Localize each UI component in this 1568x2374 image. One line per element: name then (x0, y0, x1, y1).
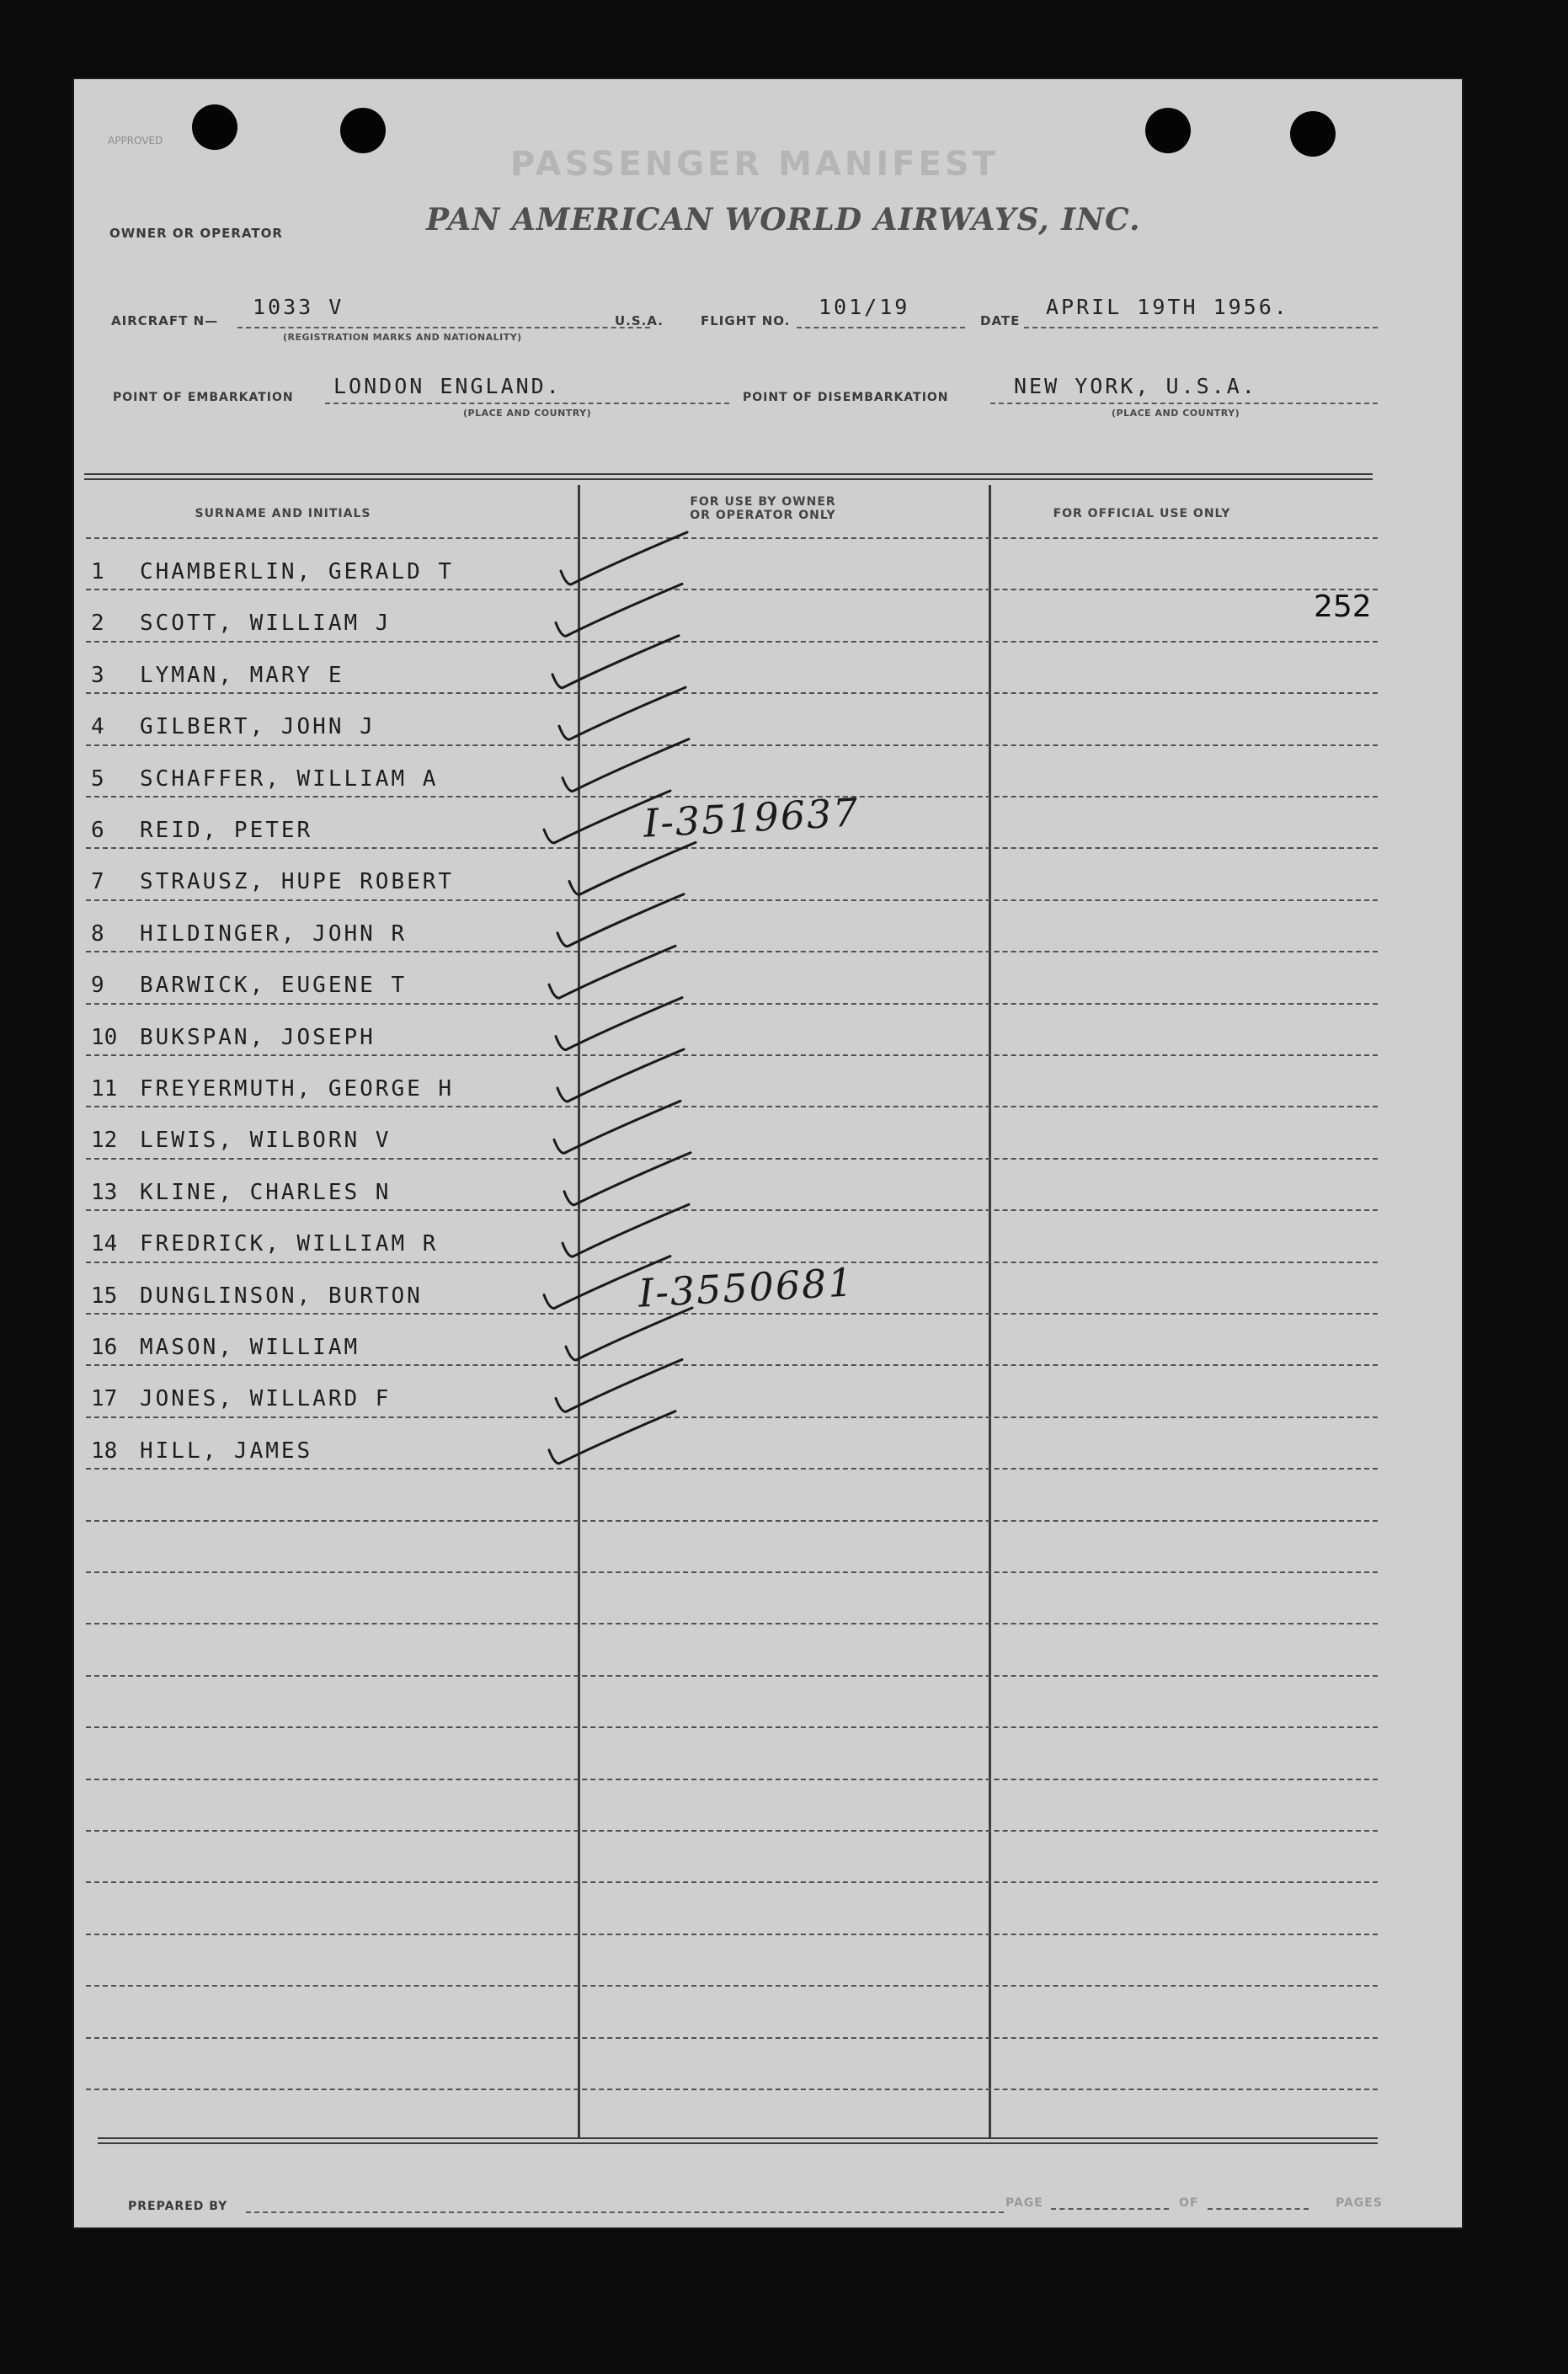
check-mark (557, 1049, 684, 1102)
form-title: PASSENGER MANIFEST (510, 145, 999, 184)
passenger-name: HILDINGER, JOHN R (140, 920, 408, 947)
passenger-name: REID, PETER (140, 818, 313, 843)
passenger-name: LYMAN, MARY E (140, 662, 344, 688)
check-mark (549, 1411, 675, 1464)
owner-column-header-1: FOR USE BY OWNER (690, 495, 836, 509)
row-number: 7 (91, 869, 104, 895)
passenger-name: BUKSPAN, JOSEPH (140, 1024, 376, 1050)
check-mark (561, 532, 687, 584)
check-marks (72, 77, 1464, 2229)
embark-value: LONDON ENGLAND. (333, 374, 562, 398)
row-number: 16 (91, 1335, 118, 1360)
passenger-name: GILBERT, JOHN J (140, 714, 376, 740)
passenger-name: SCOTT, WILLIAM J (140, 611, 392, 637)
row-number: 5 (91, 766, 104, 792)
owner-column-header-2: OR OPERATOR ONLY (690, 509, 836, 522)
row-number: 17 (91, 1386, 118, 1412)
embark-label: POINT OF EMBARKATION (113, 391, 294, 404)
disembark-value: NEW YORK, U.S.A. (1014, 374, 1257, 398)
approved-stub: APPROVED (108, 135, 163, 147)
check-mark (556, 584, 682, 636)
passenger-name: FREYERMUTH, GEORGE H (140, 1076, 455, 1102)
row-number: 1 (91, 559, 104, 584)
date-label: DATE (980, 313, 1021, 328)
check-mark (552, 636, 679, 688)
row-number: 4 (91, 714, 104, 740)
official-column-header: FOR OFFICIAL USE ONLY (1053, 507, 1231, 520)
disembark-label: POINT OF DISEMBARKATION (743, 391, 949, 404)
of-label: OF (1179, 2196, 1199, 2210)
check-mark (563, 739, 689, 792)
row-number: 15 (91, 1283, 118, 1309)
row-number: 12 (91, 1128, 118, 1154)
row-number: 8 (91, 920, 104, 947)
of-line (1208, 2208, 1309, 2210)
page-label: PAGE (1005, 2196, 1043, 2210)
handwritten-note-row6: I-3519637 (642, 789, 861, 846)
passenger-name: DUNGLINSON, BURTON (140, 1283, 423, 1309)
passenger-name: BARWICK, EUGENE T (140, 973, 408, 999)
registration-note: (REGISTRATION MARKS AND NATIONALITY) (283, 332, 522, 343)
check-mark (566, 1308, 692, 1360)
owner-label: OWNER OR OPERATOR (109, 226, 283, 241)
official-number: 252 (1314, 589, 1372, 624)
date-value: APRIL 19TH 1956. (1046, 295, 1289, 319)
manifest-sheet (72, 77, 1464, 2229)
passenger-name: MASON, WILLIAM (140, 1335, 360, 1360)
aircraft-value: 1033 V (253, 295, 344, 319)
passenger-name: KLINE, CHARLES N (140, 1179, 392, 1205)
row-number: 9 (91, 973, 104, 999)
check-mark (554, 1101, 680, 1153)
check-mark (569, 842, 696, 894)
passenger-name: HILL, JAMES (140, 1438, 313, 1464)
passenger-name: JONES, WILLARD F (140, 1386, 392, 1412)
check-mark (556, 998, 682, 1050)
row-number: 6 (91, 818, 104, 843)
check-mark (559, 687, 685, 739)
check-mark (544, 791, 670, 843)
flight-value: 101/19 (819, 295, 910, 319)
prepared-by-line (246, 2211, 1004, 2213)
row-number: 11 (91, 1076, 118, 1102)
table-bottom-line-2 (98, 2142, 1378, 2144)
aircraft-label: AIRCRAFT N— (111, 313, 219, 328)
handwritten-note-row15: I-3550681 (637, 1259, 856, 1316)
page-line (1051, 2208, 1169, 2210)
check-mark (549, 946, 675, 998)
table-bottom-line-1 (98, 2137, 1378, 2139)
row-number: 13 (91, 1179, 118, 1205)
passenger-name: SCHAFFER, WILLIAM A (140, 766, 439, 792)
passenger-name: CHAMBERLIN, GERALD T (140, 559, 455, 584)
flight-label: FLIGHT NO. (701, 313, 791, 328)
embark-note: (PLACE AND COUNTRY) (463, 408, 592, 419)
row-number: 14 (91, 1231, 118, 1257)
disembark-note: (PLACE AND COUNTRY) (1112, 408, 1240, 419)
passenger-name: LEWIS, WILBORN V (140, 1128, 392, 1154)
check-mark (556, 1359, 682, 1411)
check-mark (564, 1153, 691, 1205)
passenger-name: STRAUSZ, HUPE ROBERT (140, 869, 455, 895)
row-number: 10 (91, 1024, 118, 1050)
prepared-by-label: PREPARED BY (128, 2200, 228, 2213)
pages-label: PAGES (1336, 2196, 1383, 2210)
name-column-header: SURNAME AND INITIALS (195, 507, 371, 520)
check-mark (557, 894, 684, 947)
passenger-name: FREDRICK, WILLIAM R (140, 1231, 439, 1257)
usa-label: U.S.A. (615, 313, 664, 328)
row-number: 2 (91, 611, 104, 637)
check-mark (544, 1256, 670, 1309)
company-name: PAN AMERICAN WORLD AIRWAYS, INC. (426, 202, 1141, 237)
check-mark (563, 1204, 689, 1256)
row-number: 3 (91, 662, 104, 688)
row-number: 18 (91, 1438, 118, 1464)
